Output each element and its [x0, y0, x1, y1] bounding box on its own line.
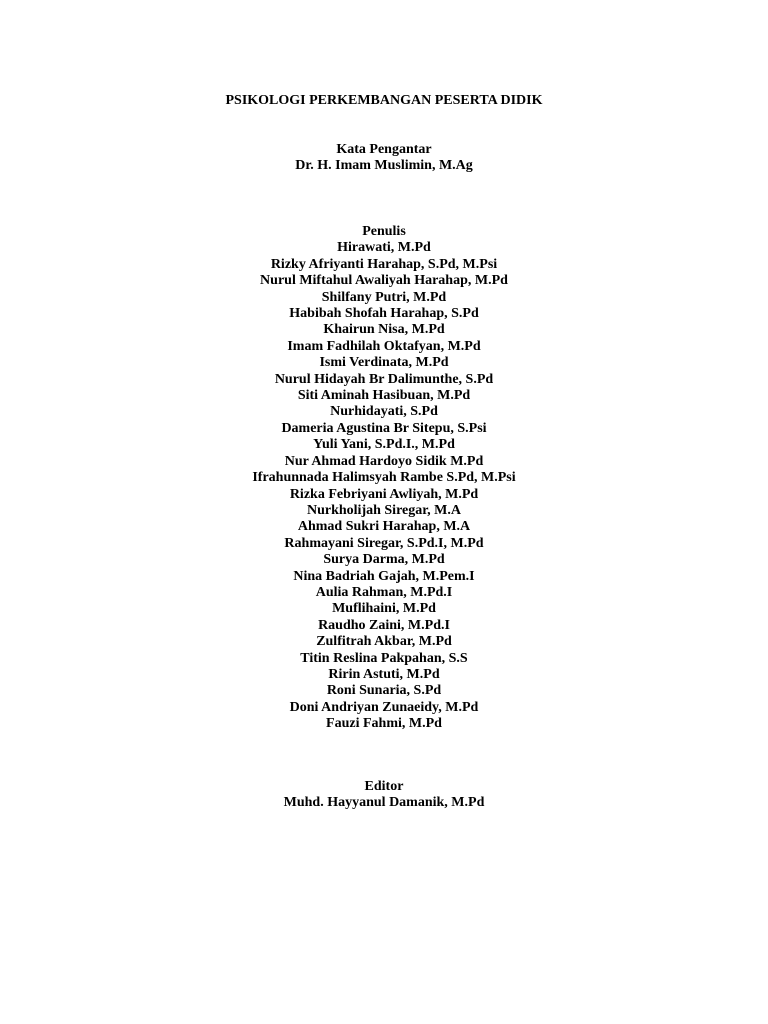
author-name: Hirawati, M.Pd: [337, 240, 431, 256]
author-name: Aulia Rahman, M.Pd.I: [315, 584, 453, 600]
author-name: Nurul Miftahul Awaliyah Harahap, M.Pd: [260, 273, 508, 289]
author-name: Siti Aminah Hasibuan, M.Pd: [297, 388, 471, 404]
author-name: Nur Ahmad Hardoyo Sidik M.Pd: [284, 453, 484, 469]
document-title: PSIKOLOGI PERKEMBANGAN PESERTA DIDIK: [225, 93, 543, 108]
author-name: Roni Sunaria, S.Pd: [326, 683, 442, 699]
author-name: Rahmayani Siregar, S.Pd.I, M.Pd: [284, 535, 484, 551]
author-name: Muflihaini, M.Pd: [332, 601, 436, 617]
author-name: Fauzi Fahmi, M.Pd: [326, 716, 442, 732]
authors-section: [0, 224, 768, 733]
author-name: Yuli Yani, S.Pd.I., M.Pd: [313, 437, 455, 453]
editor-heading: Editor: [364, 779, 404, 794]
author-name: Doni Andriyan Zunaeidy, M.Pd: [289, 699, 479, 715]
author-name: Nurkholijah Siregar, M.A: [306, 502, 461, 518]
author-name: Rizka Febriyani Awliyah, M.Pd: [289, 486, 479, 502]
author-name: Rizky Afriyanti Harahap, S.Pd, M.Psi: [270, 256, 498, 272]
author-name: Shilfany Putri, M.Pd: [321, 289, 447, 305]
author-name: Titin Reslina Pakpahan, S.S: [300, 650, 468, 666]
author-name: Habibah Shofah Harahap, S.Pd: [289, 306, 479, 322]
editor-section: [0, 779, 768, 812]
author-name: Dameria Agustina Br Sitepu, S.Psi: [281, 420, 487, 436]
author-name: Ahmad Sukri Harahap, M.A: [297, 519, 471, 535]
foreword-heading: Kata Pengantar: [336, 142, 432, 157]
foreword-author: Dr. H. Imam Muslimin, M.Ag: [295, 158, 473, 174]
author-name: Nurhidayati, S.Pd: [330, 404, 438, 420]
author-name: Ismi Verdinata, M.Pd: [319, 355, 449, 371]
author-name: Khairun Nisa, M.Pd: [323, 322, 445, 338]
author-name: Raudho Zaini, M.Pd.I: [318, 617, 450, 633]
author-name: Surya Darma, M.Pd: [323, 552, 445, 568]
author-name: Imam Fadhilah Oktafyan, M.Pd: [287, 338, 481, 354]
editor-name: Muhd. Hayyanul Damanik, M.Pd: [283, 795, 485, 811]
author-name: Nurul Hidayah Br Dalimunthe, S.Pd: [274, 371, 494, 387]
author-name: Ifrahunnada Halimsyah Rambe S.Pd, M.Psi: [252, 470, 516, 486]
author-list: [0, 240, 768, 732]
author-name: Zulfitrah Akbar, M.Pd: [316, 634, 452, 650]
authors-heading: Penulis: [362, 224, 406, 239]
author-name: Nina Badriah Gajah, M.Pem.I: [293, 568, 475, 584]
foreword-section: [0, 142, 768, 175]
author-name: Ririn Astuti, M.Pd: [328, 666, 440, 682]
